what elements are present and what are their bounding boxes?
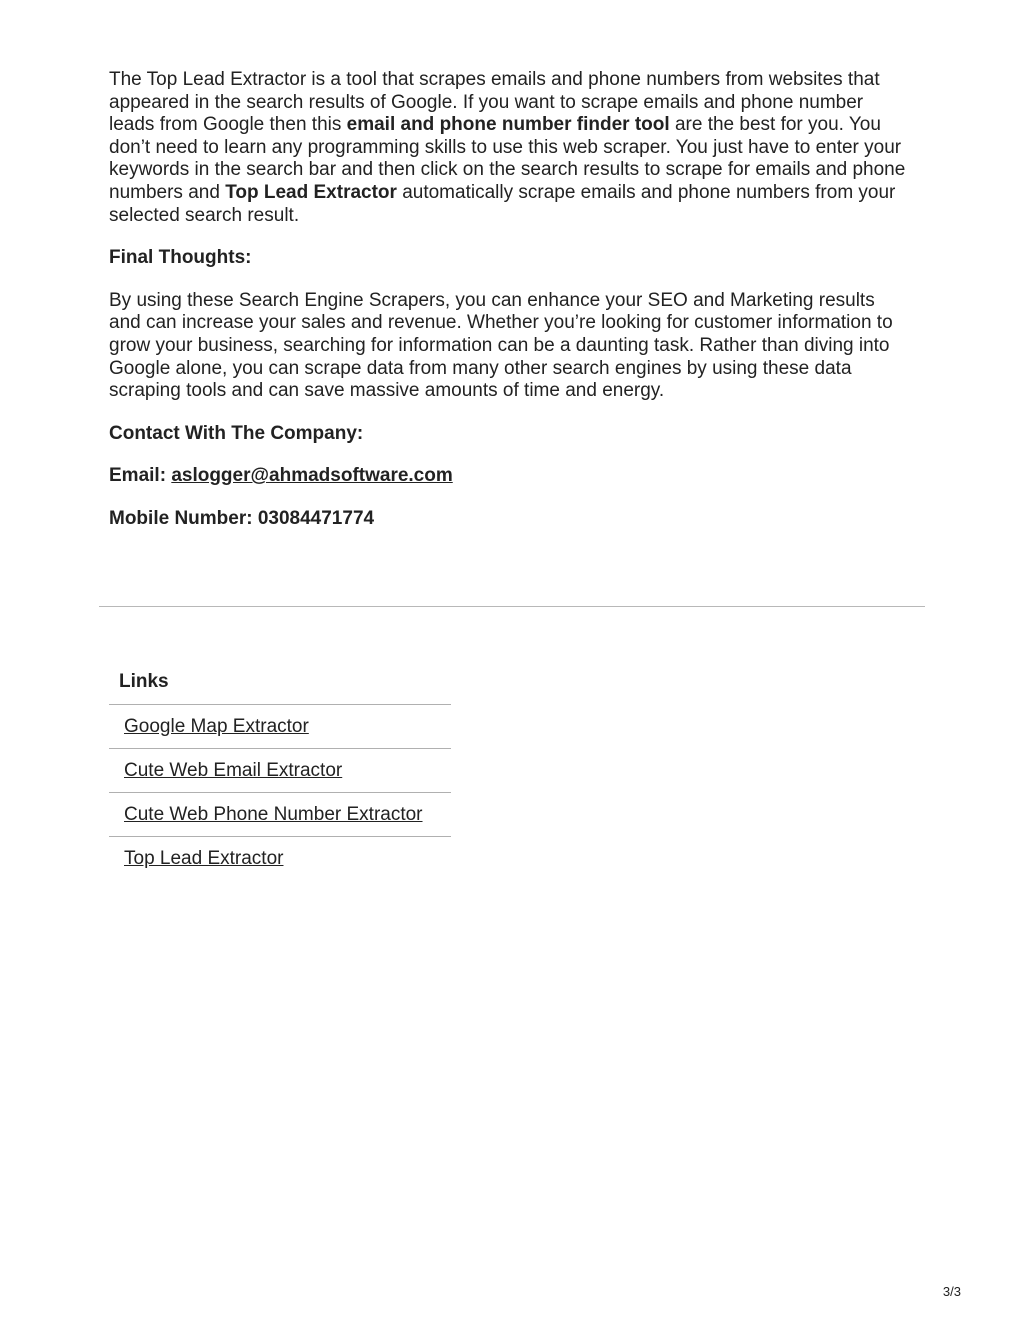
email-link[interactable]: aslogger@ahmadsoftware.com [171, 465, 453, 487]
email-phone-finder-highlight: email and phone number finder tool [346, 114, 670, 136]
link-google-map-extractor[interactable]: Google Map Extractor [124, 716, 309, 737]
article-body [109, 69, 909, 551]
link-row-email-extractor [109, 749, 451, 793]
contact-heading: Contact With The Company: [109, 422, 364, 444]
link-cute-web-email-extractor[interactable]: Cute Web Email Extractor [124, 760, 343, 781]
email-line [109, 465, 909, 488]
intro-text-2: are the best for you. You don’t need to learn any programming skills to use this web scraper. You just have to enter your keywords in the search bar and then click on the search results to scrape for emails and phone numbers and [109, 114, 906, 203]
link-top-lead-extractor[interactable]: Top Lead Extractor [124, 848, 284, 869]
page-number: 3/3 [942, 1284, 961, 1299]
section-divider [99, 606, 925, 607]
intro-text-3: automatically scrape emails and phone numbers from your selected search result. [109, 181, 896, 226]
link-row-google-map [109, 705, 451, 749]
link-cute-web-phone-number-extractor[interactable]: Cute Web Phone Number Extractor [124, 804, 423, 825]
links-panel [109, 669, 451, 880]
final-thoughts-heading: Final Thoughts: [109, 247, 252, 269]
link-row-top-lead [109, 837, 451, 880]
final-thoughts-paragraph: By using these Search Engine Scrapers, you can enhance your SEO and Marketing results and can increase your sales and revenue. Whether you’re looking for customer information to grow your business, searching for information can be a daunting task. Rather than diving into Google alone, you can scrape data from many other search engines by using these data scraping tools and can save massive amounts of time and energy. [109, 289, 893, 402]
intro-paragraph [109, 69, 909, 227]
email-label: Email: [109, 465, 172, 487]
mobile-number: Mobile Number: 03084471774 [109, 507, 375, 529]
link-row-phone-extractor [109, 793, 451, 837]
top-lead-extractor-highlight: Top Lead Extractor [225, 181, 397, 203]
links-title: Links [109, 669, 451, 705]
intro-text-1: The Top Lead Extractor is a tool that scrapes emails and phone numbers from websites that appeared in the search results of Google. If you want to scrape emails and phone number leads from Google then this [109, 69, 880, 136]
